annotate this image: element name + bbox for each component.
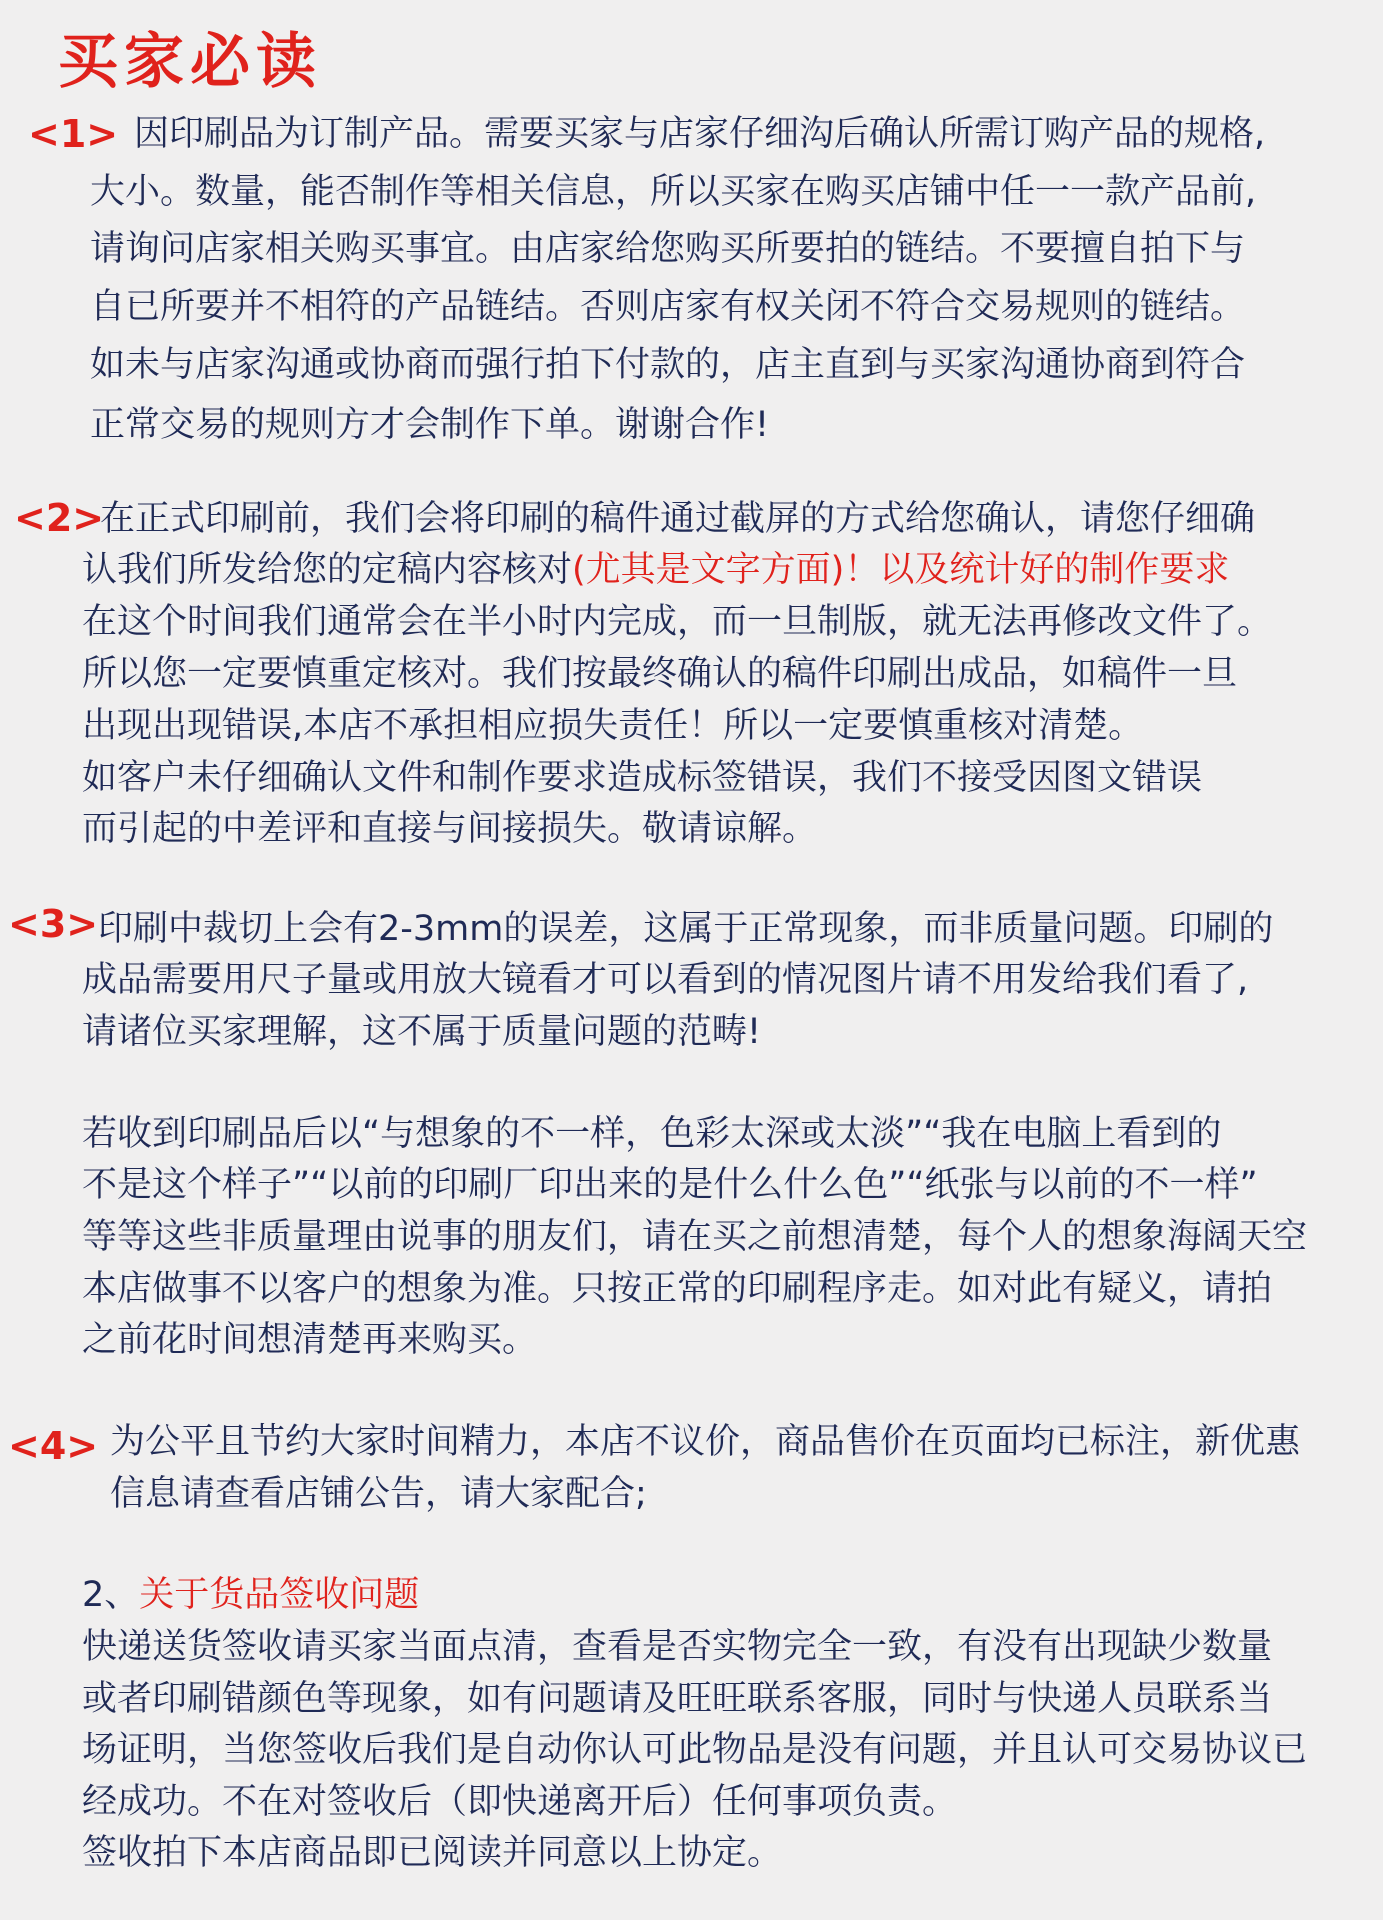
section-1-line: 如未与店家沟通或协商而强行拍下付款的，店主直到与买家沟通协商到符合 bbox=[90, 345, 1246, 385]
section-2-line: 在这个时间我们通常会在半小时内完成，而一旦制版，就无法再修改文件了。 bbox=[82, 602, 1273, 642]
section-3-para2-line: 等等这些非质量理由说事的朋友们，请在买之前想清楚，每个人的想象海阔天空 bbox=[82, 1217, 1308, 1257]
section-4-line: 为公平且节约大家时间精力，本店不议价，商品售价在页面均已标注，新优惠 bbox=[110, 1422, 1301, 1462]
section-1-marker: <1> bbox=[28, 112, 119, 156]
section-5-heading-text: 关于货品签收问题 bbox=[139, 1575, 420, 1615]
section-2-line bbox=[82, 550, 1230, 590]
page-title: 买家必读 bbox=[58, 27, 322, 97]
section-3-para2-line: 不是这个样子”“以前的印刷厂印出来的是什么什么色”“纸张与以前的不一样” bbox=[82, 1165, 1258, 1205]
section-2-line: 如客户未仔细确认文件和制作要求造成标签错误，我们不接受因图文错误 bbox=[82, 758, 1203, 798]
section-5-heading bbox=[82, 1575, 420, 1615]
section-3-para2-line: 若收到印刷品后以“与想象的不一样，色彩太深或太淡”“我在电脑上看到的 bbox=[82, 1114, 1222, 1154]
section-2-marker: <2> bbox=[14, 496, 105, 540]
section-5-line: 快递送货签收请买家当面点清，查看是否实物完全一致，有没有出现缺少数量 bbox=[82, 1627, 1273, 1667]
section-2-line: 而引起的中差评和直接与间接损失。敬请谅解。 bbox=[82, 809, 818, 849]
section-3-para2-line: 之前花时间想清楚再来购买。 bbox=[82, 1320, 538, 1360]
section-2-line: 在正式印刷前，我们会将印刷的稿件通过截屏的方式给您确认，请您仔细确 bbox=[100, 499, 1256, 539]
section-2-line2-normal: 认我们所发给您的定稿内容核对 bbox=[82, 550, 573, 590]
section-5-line: 或者印刷错颜色等现象，如有问题请及旺旺联系客服，同时与快递人员联系当 bbox=[82, 1679, 1273, 1719]
section-2-line: 所以您一定要慎重定核对。我们按最终确认的稿件印刷出成品，如稿件一旦 bbox=[82, 654, 1238, 694]
section-3-marker: <3> bbox=[8, 902, 99, 946]
section-5-line: 签收拍下本店商品即已阅读并同意以上协定。 bbox=[82, 1833, 783, 1873]
section-1-line: 因印刷品为订制产品。需要买家与店家仔细沟后确认所需订购产品的规格, bbox=[134, 114, 1266, 154]
section-1-line: 正常交易的规则方才会制作下单。谢谢合作! bbox=[90, 405, 770, 445]
section-1-line: 自已所要并不相符的产品链结。否则店家有权关闭不符合交易规则的链结。 bbox=[90, 287, 1246, 327]
section-3-para2-line: 本店做事不以客户的想象为准。只按正常的印刷程序走。如对此有疑义，请拍 bbox=[82, 1269, 1273, 1309]
section-1-line: 请询问店家相关购买事宜。由店家给您购买所要拍的链结。不要擅自拍下与 bbox=[90, 229, 1246, 269]
section-4-line: 信息请查看店铺公告，请大家配合; bbox=[110, 1474, 647, 1514]
section-5-line: 场证明，当您签收后我们是自动你认可此物品是没有问题，并且认可交易协议已 bbox=[82, 1730, 1308, 1770]
section-3-line: 成品需要用尺子量或用放大镜看才可以看到的情况图片请不用发给我们看了, bbox=[82, 960, 1249, 1000]
section-4-marker: <4> bbox=[8, 1424, 99, 1468]
section-5-line: 经成功。不在对签收后（即快递离开后）任何事项负责。 bbox=[82, 1782, 958, 1822]
section-3-line: 请诸位买家理解，这不属于质量问题的范畴! bbox=[82, 1012, 762, 1052]
section-2-line: 出现出现错误,本店不承担相应损失责任！所以一定要慎重核对清楚。 bbox=[82, 706, 1144, 746]
section-5-heading-number: 2、 bbox=[82, 1575, 140, 1615]
section-3-line: 印刷中裁切上会有2-3mm的误差，这属于正常现象，而非质量问题。印刷的 bbox=[98, 909, 1274, 949]
section-1-line: 大小。数量，能否制作等相关信息，所以买家在购买店铺中任一一款产品前, bbox=[90, 172, 1257, 212]
section-2-line2-highlight: (尤其是文字方面)！以及统计好的制作要求 bbox=[572, 550, 1230, 590]
